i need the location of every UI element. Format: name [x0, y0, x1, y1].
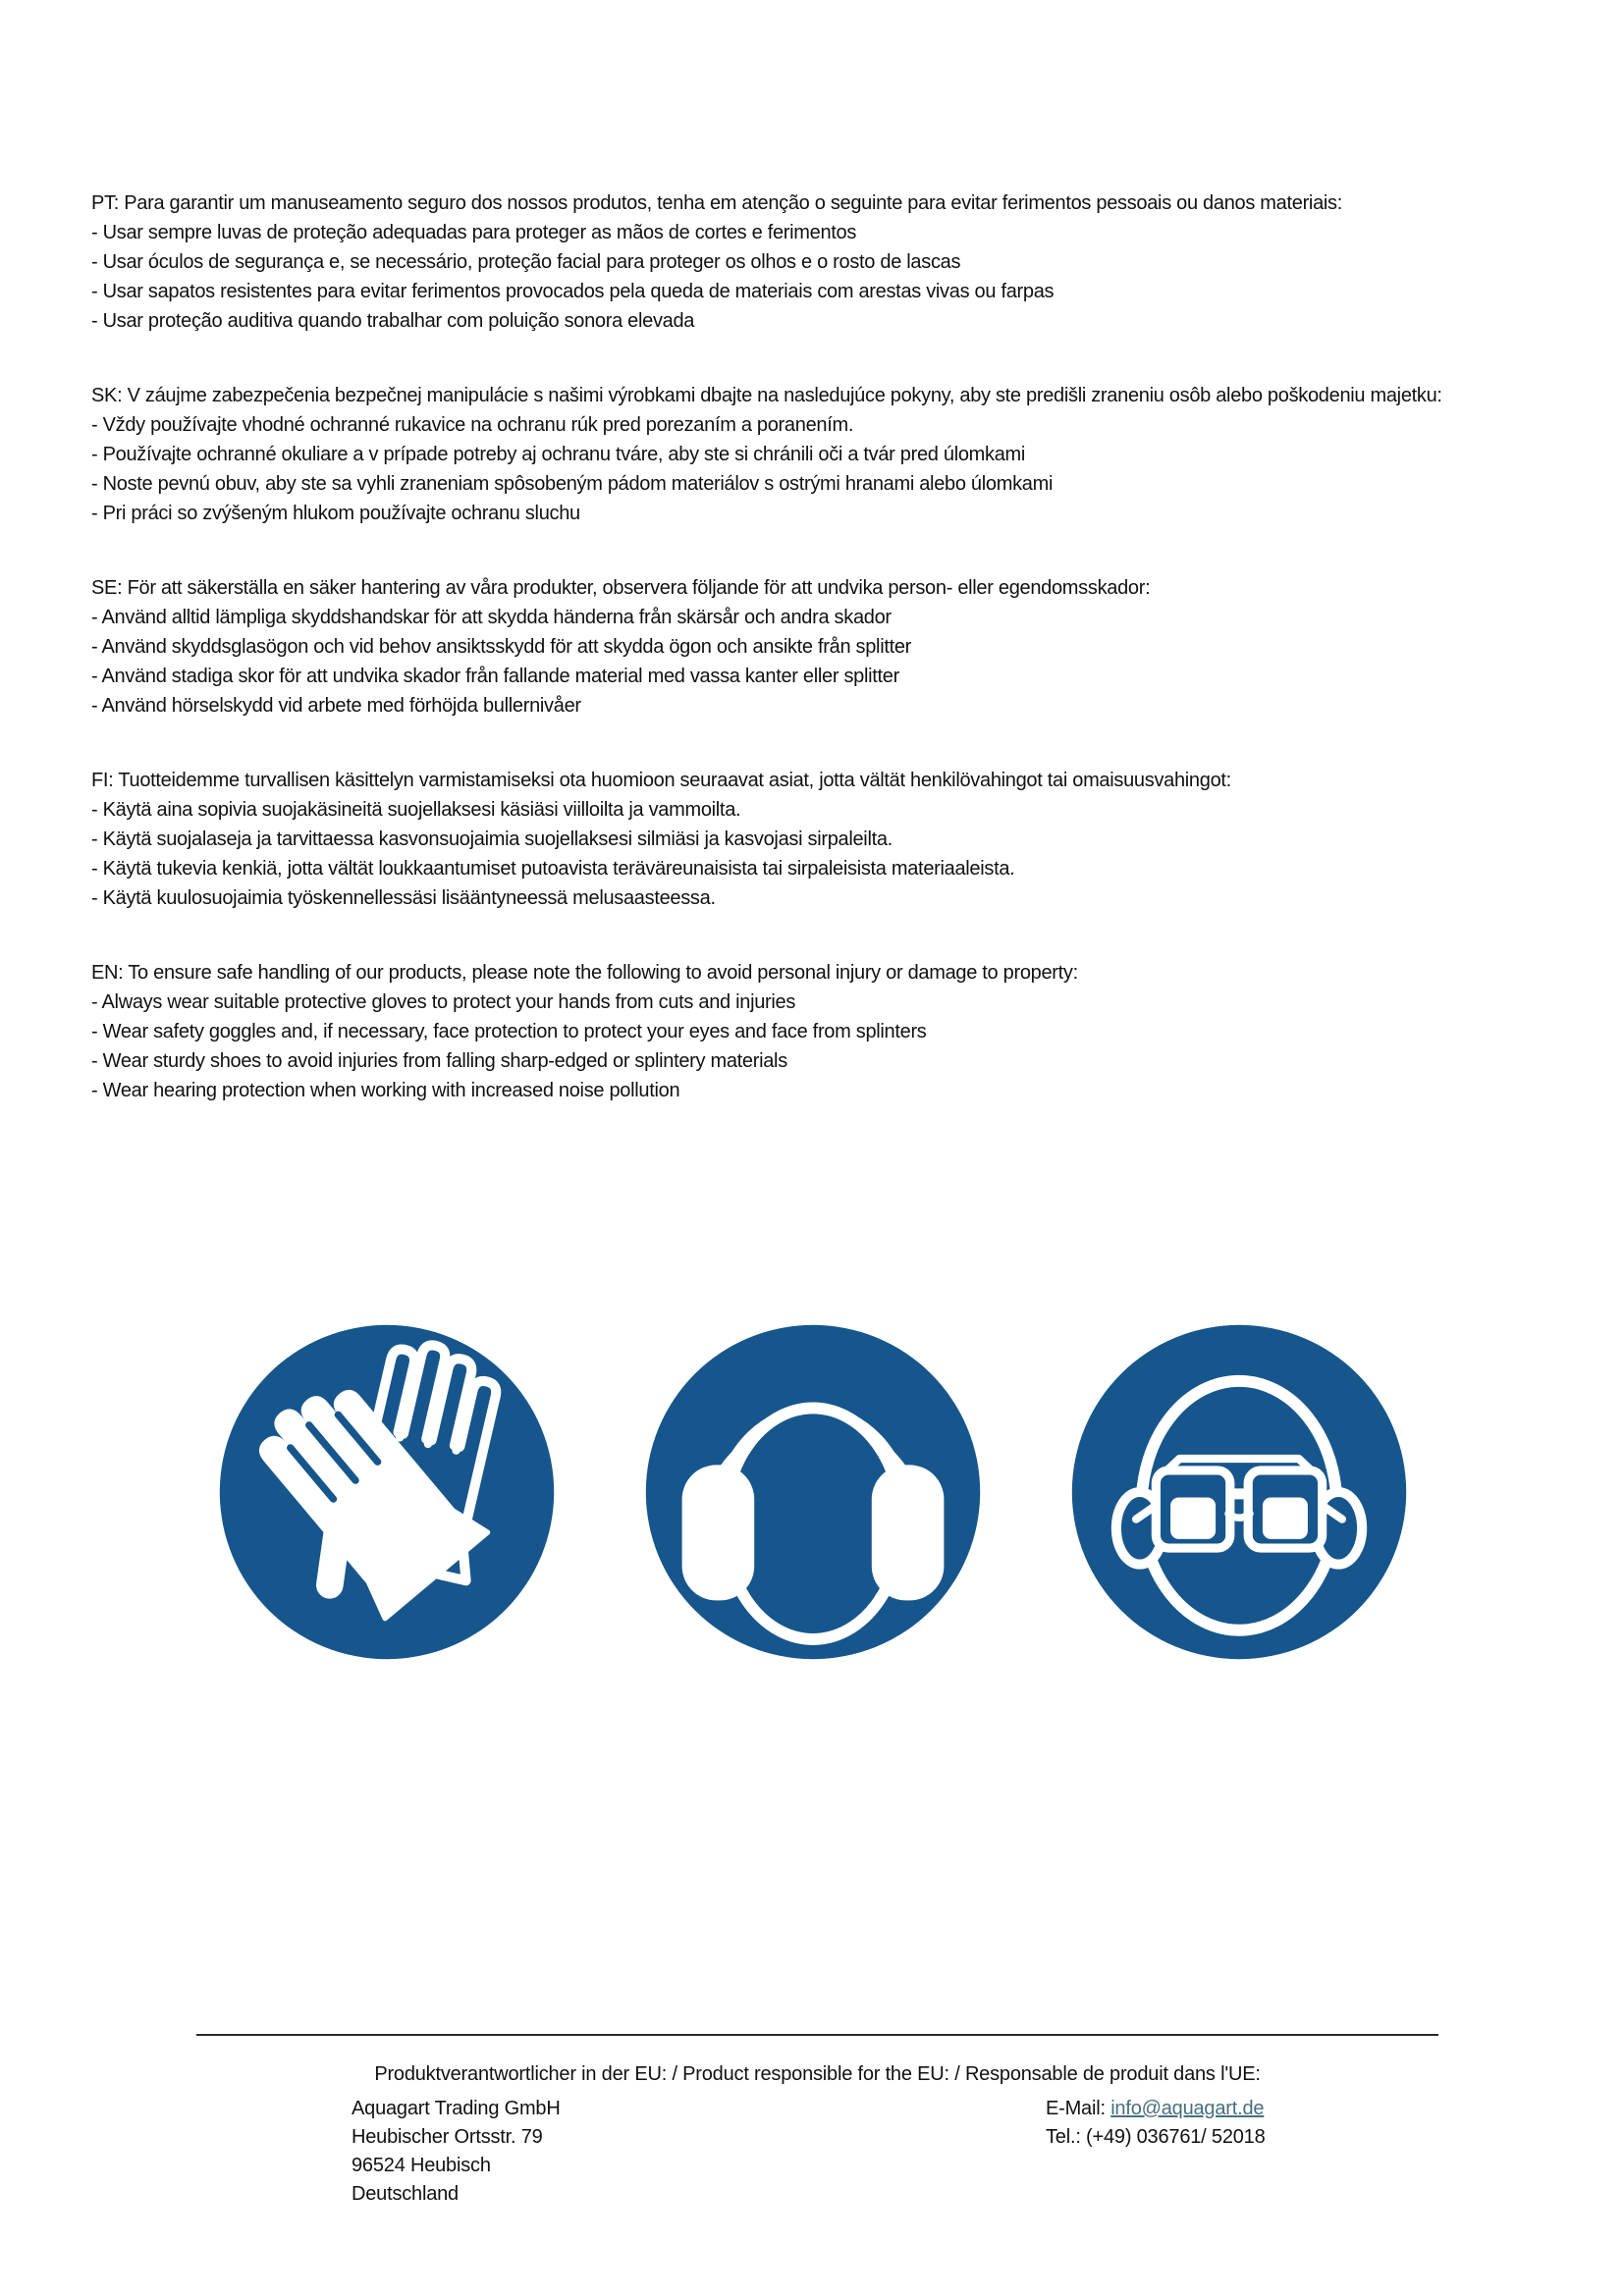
- footer-divider: [196, 2034, 1438, 2036]
- bullet-line: - Usar proteção auditiva quando trabalhar com poluição sonora elevada: [91, 310, 695, 332]
- bullet-line: - Använd skyddsglasögon och vid behov ansiktsskydd för att skydda ögon och ansikte från splitter: [91, 636, 912, 658]
- bullet-line: - Käytä tukevia kenkiä, jotta vältät loukkaantumiset putoavista teräväreunaisista tai sirpaleisista materiaaleista.: [91, 858, 1015, 880]
- section-heading: FI: Tuotteidemme turvallisen käsittelyn varmistamiseksi ota huomioon seuraavat asiat, jotta vältät henkilövahingot tai omaisuusvahingot:: [91, 770, 1231, 791]
- company-name: Aquagart Trading GmbH: [352, 2098, 561, 2119]
- bullet-line: - Používajte ochranné okuliare a v prípade potreby aj ochranu tváre, aby ste si chránili oči a tvár pred úlomkami: [91, 444, 1026, 465]
- bullet-line: - Usar óculos de segurança e, se necessário, proteção facial para proteger os olhos e o rosto de lascas: [91, 251, 961, 273]
- email-row: [1046, 2095, 1266, 2123]
- safety-section-sk: [91, 381, 1442, 528]
- bullet-line: - Usar sempre luvas de proteção adequadas para proteger as mãos de cortes e ferimentos: [91, 222, 857, 243]
- safety-section-en: [91, 958, 1442, 1105]
- phone-row: Tel.: (+49) 036761/ 52018: [1046, 2126, 1266, 2148]
- wear-gloves-icon: [206, 1311, 568, 1673]
- bullet-line: - Käytä kuulosuojaimia työskennellessäsi lisääntyneessä melusaasteessa.: [91, 887, 716, 909]
- bullet-line: - Pri práci so zvýšeným hlukom používajte ochranu sluchu: [91, 503, 580, 524]
- safety-section-se: [91, 573, 1442, 721]
- wear-eye-protection-icon: [1058, 1311, 1420, 1673]
- bullet-line: - Wear sturdy shoes to avoid injuries from falling sharp-edged or splintery materials: [91, 1050, 787, 1072]
- bullet-line: - Käytä aina sopivia suojakäsineitä suojellaksesi käsiäsi viilloilta ja vammoilta.: [91, 799, 741, 821]
- safety-section-pt: [91, 188, 1442, 336]
- section-heading: PT: Para garantir um manuseamento seguro dos nossos produtos, tenha em atenção o seguinte para evitar ferimentos pessoais ou danos materiais:: [91, 192, 1343, 214]
- company-city: 96524 Heubisch: [352, 2155, 491, 2176]
- email-label: E-Mail:: [1046, 2098, 1111, 2119]
- safety-section-fi: [91, 766, 1442, 913]
- bullet-line: - Wear safety goggles and, if necessary, face protection to protect your eyes and face from splinters: [91, 1021, 927, 1042]
- bullet-line: - Noste pevnú obuv, aby ste sa vyhli zraneniam spôsobeným pádom materiálov s ostrými hranami alebo úlomkami: [91, 473, 1054, 495]
- safety-instructions: [91, 188, 1442, 1150]
- section-heading: SK: V záujme zabezpečenia bezpečnej manipulácie s našimi výrobkami dbajte na nasledujúce pokyny, aby ste predišli zraneniu osôb alebo poškodeniu majetku:: [91, 385, 1442, 406]
- contact-info: [1046, 2095, 1266, 2152]
- mandatory-pictograms: [206, 1311, 1420, 1673]
- company-country: Deutschland: [352, 2183, 459, 2205]
- bullet-line: - Använd hörselskydd vid arbete med förhöjda bullernivåer: [91, 695, 581, 717]
- footer-heading: Produktverantwortlicher in der EU: / Product responsible for the EU: / Responsable de produit dans l'UE:: [374, 2063, 1261, 2085]
- bullet-line: - Använd stadiga skor för att undvika skador från fallande material med vassa kanter eller splitter: [91, 666, 899, 687]
- section-heading: SE: För att säkerställa en säker hantering av våra produkter, observera följande för att undvika person- eller egendomsskador:: [91, 577, 1151, 599]
- bullet-line: - Always wear suitable protective gloves to protect your hands from cuts and injuries: [91, 991, 796, 1013]
- bullet-line: - Använd alltid lämpliga skyddshandskar för att skydda händerna från skärsår och andra skador: [91, 607, 892, 628]
- email-link[interactable]: info@aquagart.de: [1110, 2098, 1265, 2119]
- bullet-line: - Wear hearing protection when working with increased noise pollution: [91, 1080, 680, 1101]
- wear-ear-protection-icon: [632, 1311, 994, 1673]
- company-street: Heubischer Ortsstr. 79: [352, 2126, 543, 2148]
- bullet-line: - Käytä suojalaseja ja tarvittaessa kasvonsuojaimia suojellaksesi silmiäsi ja kasvojasi sirpaleilta.: [91, 828, 893, 850]
- section-heading: EN: To ensure safe handling of our products, please note the following to avoid personal injury or damage to property:: [91, 962, 1078, 984]
- bullet-line: - Usar sapatos resistentes para evitar ferimentos provocados pela queda de materiais com arestas vivas ou farpas: [91, 281, 1055, 302]
- bullet-line: - Vždy používajte vhodné ochranné rukavice na ochranu rúk pred porezaním a poranením.: [91, 414, 854, 436]
- company-address: [352, 2095, 561, 2209]
